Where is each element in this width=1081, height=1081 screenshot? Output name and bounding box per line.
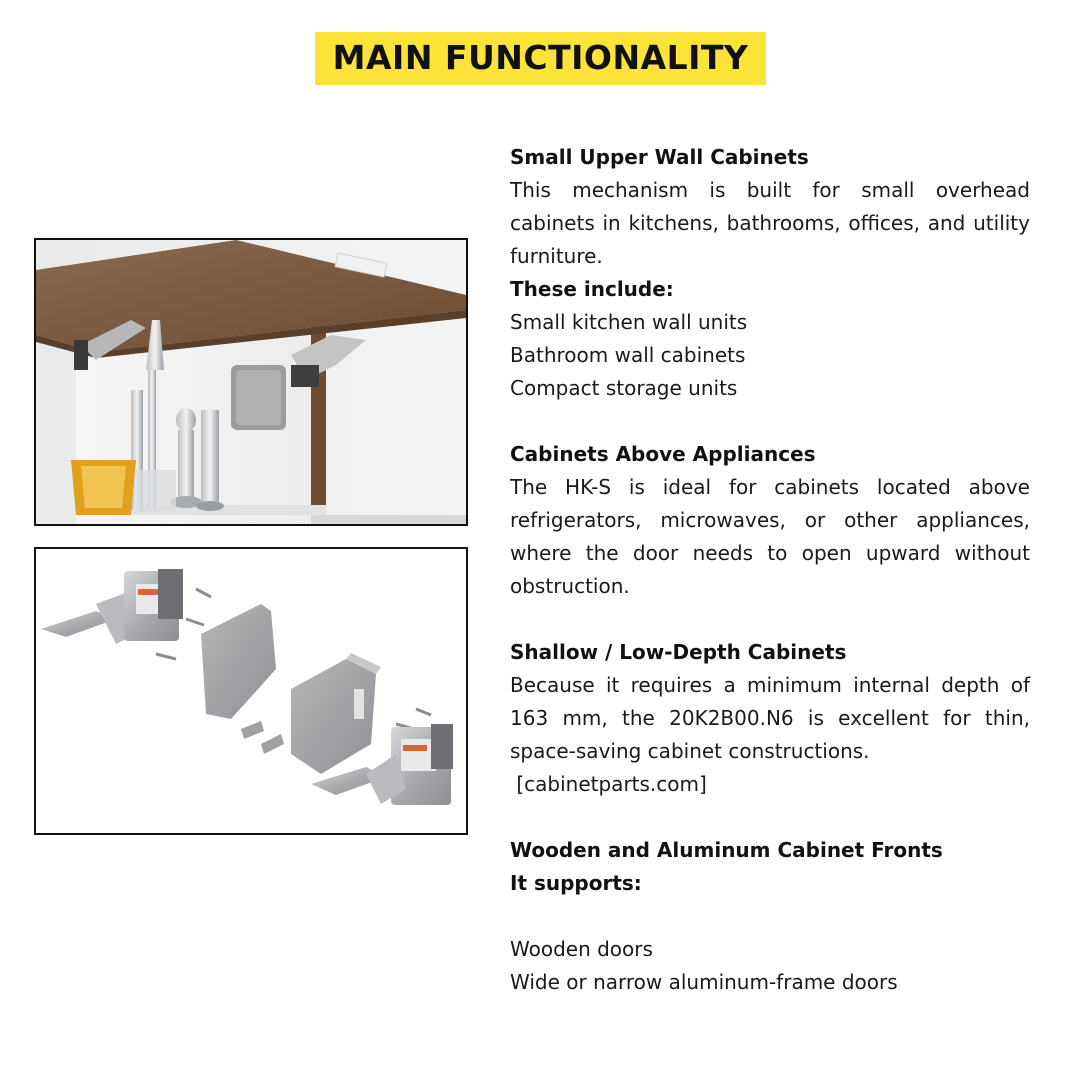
cabinet-illustration [36,240,466,524]
mechanism-illustration [36,549,466,833]
section-heading-shallow-cabinets: Shallow / Low-Depth Cabinets [510,640,847,664]
page-title: MAIN FUNCTIONALITY [315,32,767,85]
section-heading-above-appliances: Cabinets Above Appliances [510,442,816,466]
list-item: Compact storage units [510,376,738,400]
list-item: Small kitchen wall units [510,310,748,334]
section-subheading-includes: These include: [510,277,674,301]
list-item: Wide or narrow aluminum-frame doors [510,970,898,994]
source-citation: [cabinetparts.com] [510,772,707,796]
list-item: Bathroom wall cabinets [510,343,746,367]
cabinet-photo [34,238,468,526]
section-heading-small-upper-wall: Small Upper Wall Cabinets [510,145,809,169]
description-column [510,141,1030,999]
section-body-small-upper-wall: This mechanism is built for small overhead cabinets in kitchens, bathrooms, offices, and utility furniture. [510,178,1030,268]
title-banner [0,32,1081,85]
section-subheading-supports: It supports: [510,871,642,895]
section-heading-cabinet-fronts: Wooden and Aluminum Cabinet Fronts [510,838,943,862]
mechanism-exploded-view [34,547,468,835]
section-body-shallow-cabinets: Because it requires a minimum internal depth of 163 mm, the 20K2B00.N6 is excellent for thin, space-saving cabinet constructions. [510,673,1030,763]
list-item: Wooden doors [510,937,653,961]
section-body-above-appliances: The HK-S is ideal for cabinets located above refrigerators, microwaves, or other appliances, where the door needs to open upward without obstruction. [510,475,1030,598]
